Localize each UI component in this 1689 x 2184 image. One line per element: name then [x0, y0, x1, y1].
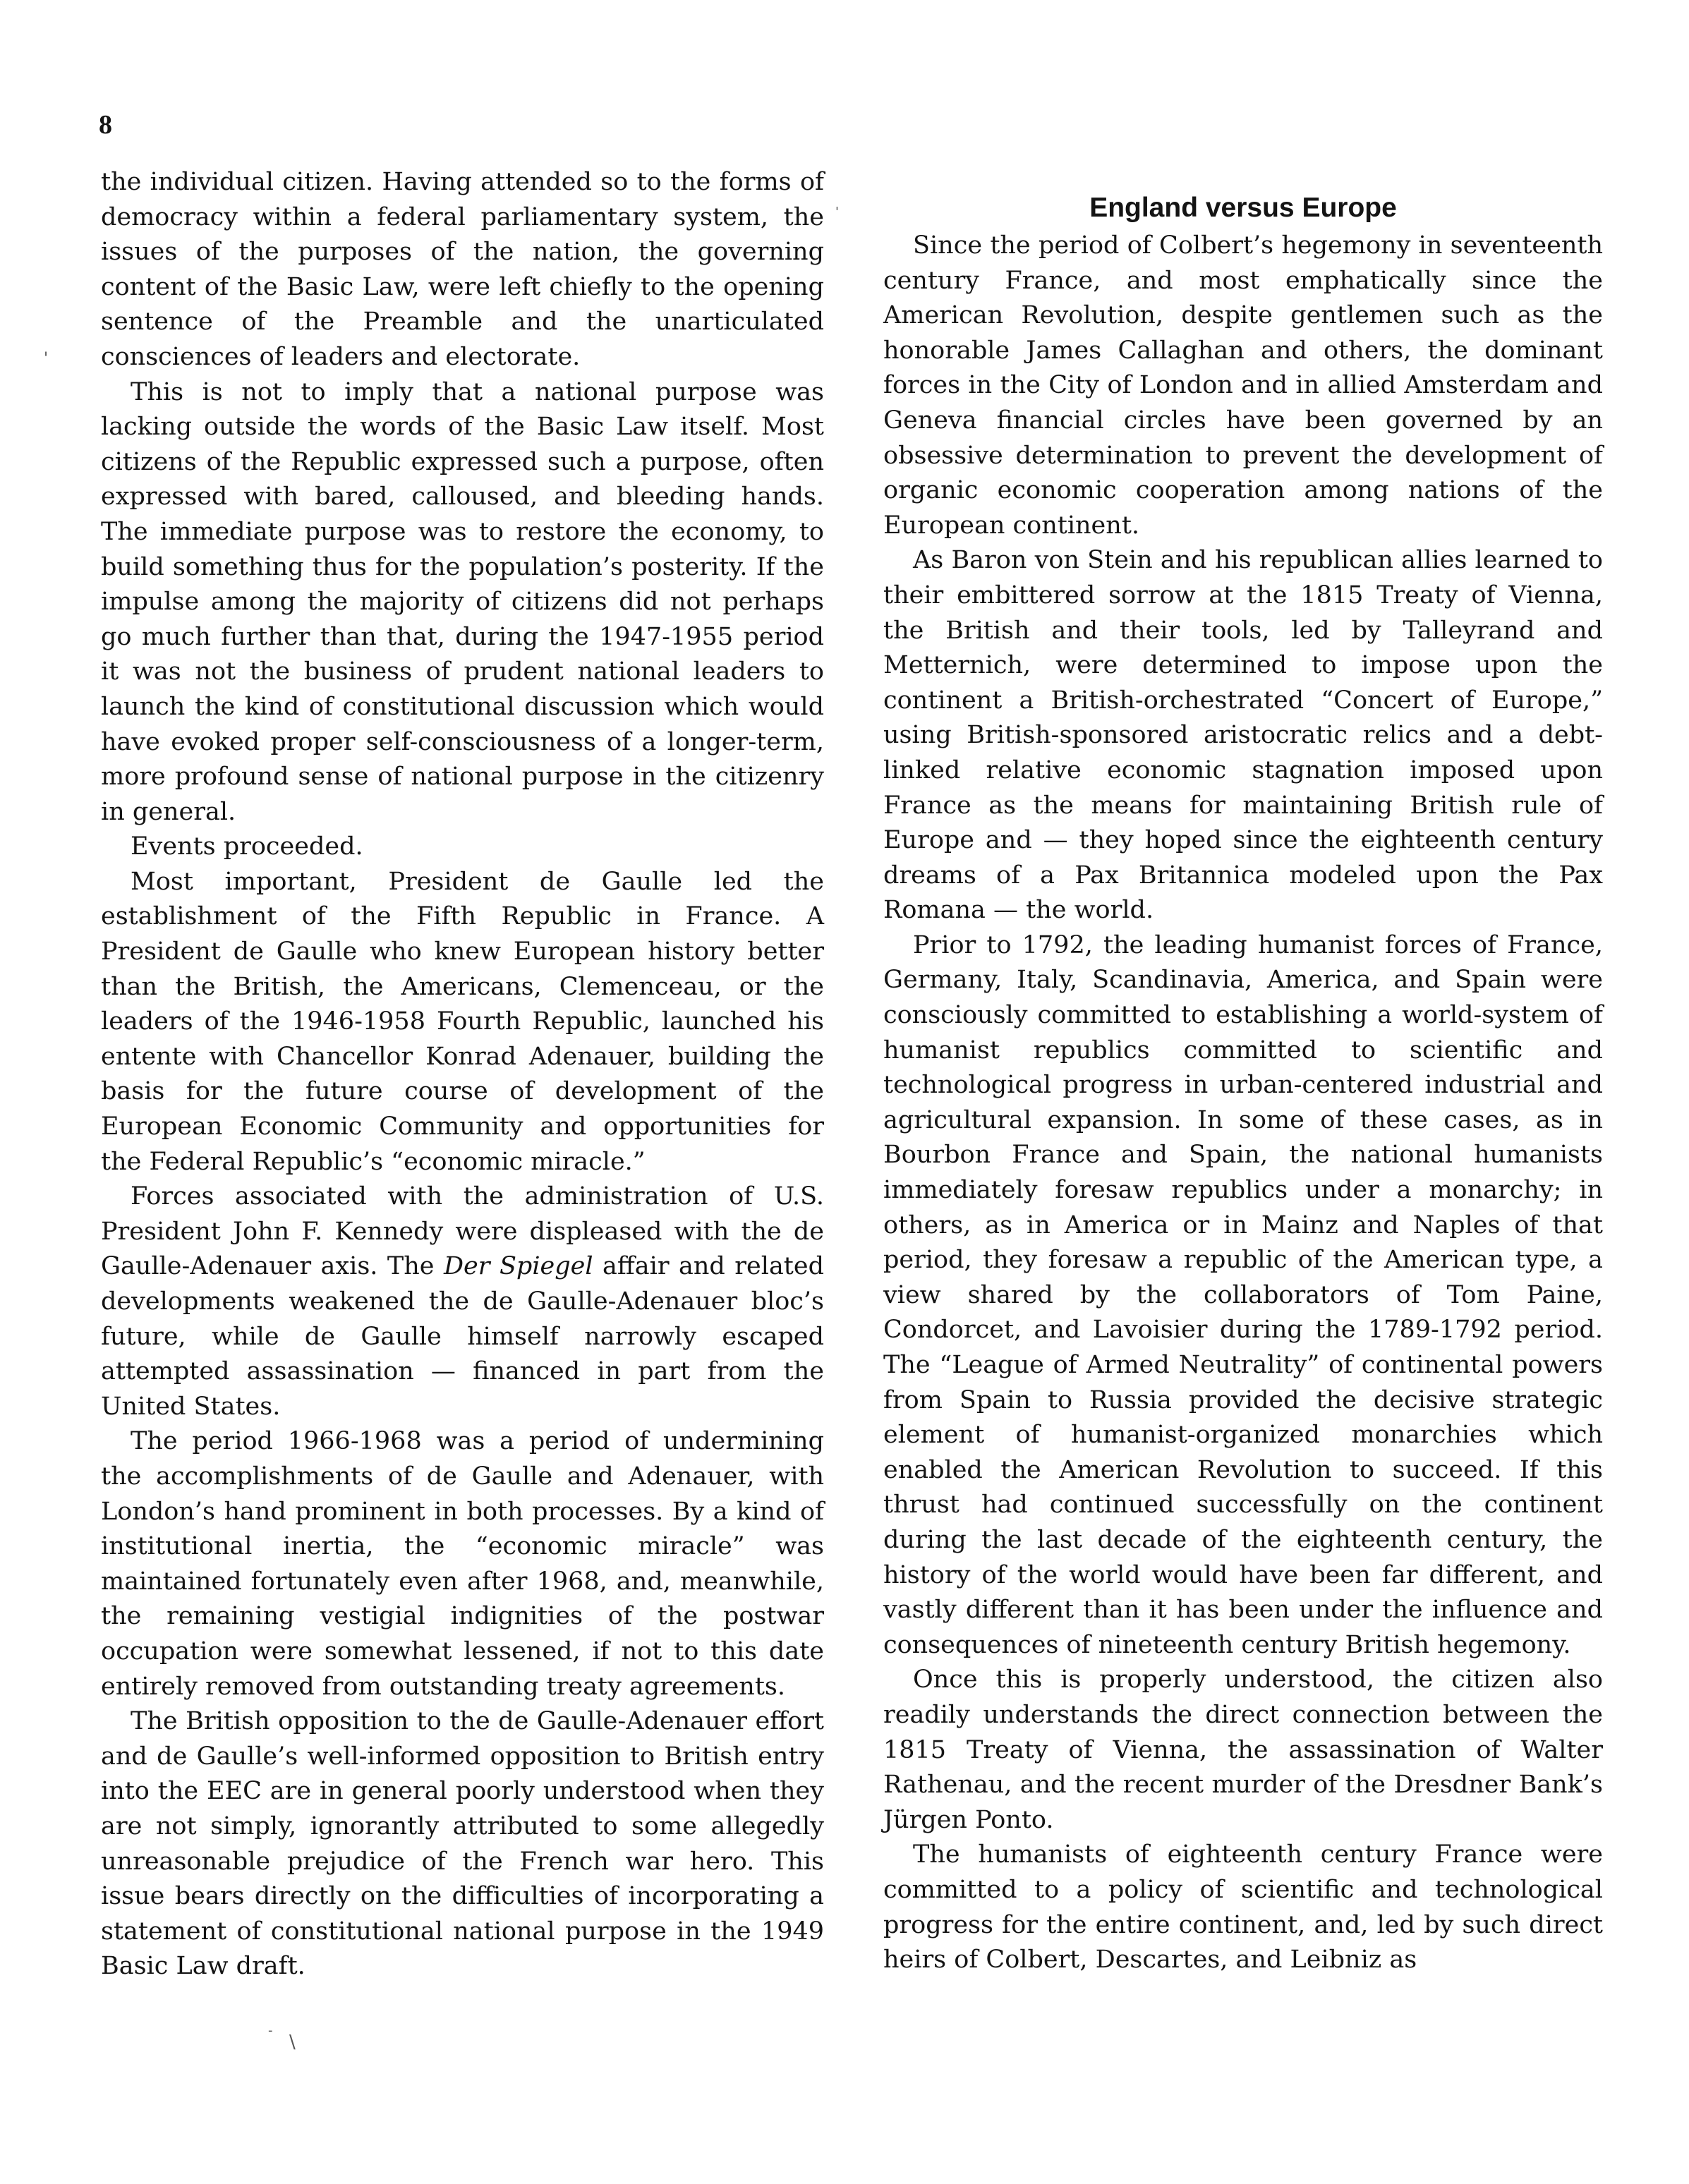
left-paragraph-5	[101, 1179, 824, 1424]
right-column	[883, 190, 1603, 1978]
right-paragraph-4: Once this is properly understood, the citizen also readily understands the direct connection between the 1815 Treaty of Vienna, the assassination of Walter Rathenau, and the recent murder of the Dresdner Bank’s Jürgen Ponto.	[883, 1666, 1603, 1834]
scan-speck: -	[268, 2023, 273, 2038]
scan-speck: '	[44, 350, 49, 368]
left-paragraph-4: Most important, President de Gaulle led the establishment of the Fifth Republic in France. A President de Gaulle who knew European history better than the British, the Americans, Clemenceau, or the leaders of the 1946-1958 Fourth Republic, launched his entente with Chancellor Konrad Adenauer, building the basis for the future course of development of the European Economic Community and opportunities for the Federal Republic’s “economic miracle.”	[101, 867, 824, 1176]
right-paragraph-2: As Baron von Stein and his republican allies learned to their embittered sorrow at the 1815 Treaty of Vienna, the British and their tools, led by Talleyrand and Metternich, were determined to impose upon the continent a British-orchestrated “Concert of Europe,” using British-sponsored aristocratic relics and a debt-linked relative economic stagnation imposed upon France as the means for maintaining British rule of Europe and — they hoped since the eighteenth century dreams of a Pax Britannica modeled upon the Pax Romana — the world.	[883, 546, 1603, 925]
left-paragraph-5-end: affair and related developments weakened the de Gaulle-Adenauer bloc’s future, while de Gaulle himself narrowly escaped attempted assassination — financed in part from the United States.	[101, 1252, 824, 1421]
left-paragraph-2: This is not to imply that a national purpose was lacking outside the words of the Basic Law itself. Most citizens of the Republic expressed such a purpose, often expressed with bared, calloused, and bleeding hands. The immediate purpose was to restore the economy, to build something thus for the population’s posterity. If the impulse among the majority of citizens did not perhaps go much further than that, during the 1947-1955 period it was not the business of prudent national leaders to launch the kind of constitutional discussion which would have evoked proper self-consciousness of a longer-term, more profound sense of national purpose in the citizenry in general.	[101, 377, 824, 826]
right-paragraph-5: The humanists of eighteenth century France were committed to a policy of scientific and technological progress for the entire continent, and, led by such direct heirs of Colbert, Descartes, and Leibniz as	[883, 1840, 1603, 1974]
der-spiegel-title: Der Spiegel	[443, 1252, 593, 1281]
left-column	[101, 165, 824, 1984]
left-paragraph-3: Events proceeded.	[131, 832, 363, 861]
left-paragraph-1: the individual citizen. Having attended so to the forms of democracy within a federal parliamentary system, the issues of the purposes of the nation, the governing content of the Basic Law, were left chiefly to the opening sentence of the Preamble and the unarticulated consciences of leaders and electorate.	[101, 168, 824, 371]
scan-speck: '	[835, 205, 839, 219]
left-paragraph-5-start: Forces associated with the administration of U.S. President John F. Kennedy were displeased with the de Gaulle-Adenauer axis. The	[101, 1182, 824, 1281]
right-paragraph-1: Since the period of Colbert’s hegemony in seventeenth century France, and most emphatically since the American Revolution, despite gentlemen such as the honorable James Callaghan and others, the dominant forces in the City of London and in allied Amsterdam and Geneva financial circles have been governed by an obsessive determination to prevent the development of organic economic cooperation among nations of the European continent.	[883, 231, 1603, 540]
section-heading: England versus Europe	[1089, 193, 1397, 223]
page-number: 8	[99, 110, 112, 140]
right-paragraph-3: Prior to 1792, the leading humanist forces of France, Germany, Italy, Scandinavia, America, and Spain were consciously committed to establishing a world-system of humanist republics committed to scientific and technological progress in urban-centered industrial and agricultural expansion. In some of these cases, as in Bourbon France and Spain, the national humanists immediately foresaw republics under a monarchy; in others, as in America or in Mainz and Naples of that period, they foresaw a republic of the American type, a view shared by the collaborators of Tom Paine, Condorcet, and Lavoisier during the 1789-1792 period. The “League of Armed Neutrality” of continental powers from Spain to Russia provided the decisive strategic element of humanist-organized monarchies which enabled the American Revolution to succeed. If this thrust had continued successfully on the continent during the last decade of the eighteenth century, the history of the world would have been far different, and vastly different than it has been under the influence and consequences of nineteenth century British hegemony.	[883, 930, 1603, 1659]
left-paragraph-6: The period 1966-1968 was a period of undermining the accomplishments of de Gaulle and Adenauer, with London’s hand prominent in both processes. By a kind of institutional inertia, the “economic miracle” was maintained fortunately even after 1968, and, meanwhile, the remaining vestigial indignities of the postwar occupation were somewhat lessened, if not to this date entirely removed from outstanding treaty agreements.	[101, 1427, 824, 1701]
left-paragraph-7: The British opposition to the de Gaulle-Adenauer effort and de Gaulle’s well-informed opposition to British entry into the EEC are in general poorly understood when they are not simply, ignorantly attributed to some allegedly unreasonable prejudice of the French war hero. This issue bears directly on the difficulties of incorporating a statement of constitutional national purpose in the 1949 Basic Law draft.	[101, 1707, 824, 1981]
scan-speck: \	[289, 2032, 296, 2053]
